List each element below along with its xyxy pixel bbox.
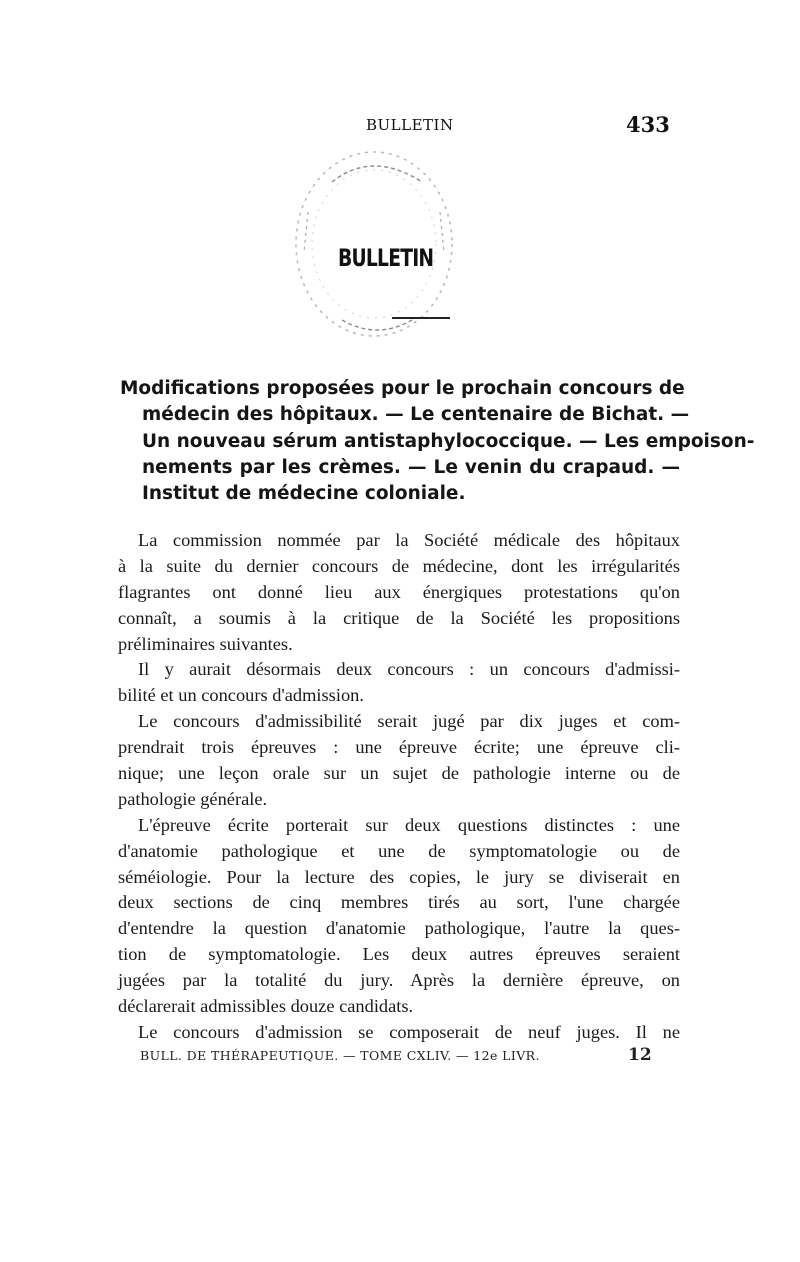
page-number: 433 <box>626 112 670 137</box>
running-head <box>0 112 800 140</box>
body-line: prendrait trois épreuves : une épreuve écrite; une épreuve cli- <box>118 737 680 758</box>
body-text <box>118 528 680 1046</box>
body-line: Le concours d'admission se composerait de neuf juges. Il ne <box>138 1021 680 1042</box>
body-line: déclarerait admissibles douze candidats. <box>118 996 414 1017</box>
body-line: tion de symptomatologie. Les deux autres épreuves seraient <box>118 944 680 965</box>
summary-line: Un nouveau sérum antistaphylococcique. — Les empoison- <box>142 430 755 452</box>
body-line: à la suite du dernier concours de médecine, dont les irrégularités <box>118 555 680 576</box>
body-line: flagrantes ont donné lieu aux énergiques protestations qu'on <box>118 581 680 602</box>
body-line: séméiologie. Pour la lecture des copies, le jury se diviserait en <box>118 866 680 887</box>
summary-line: nements par les crèmes. — Le venin du crapaud. — <box>142 456 680 478</box>
body-line: Il y aurait désormais deux concours : un concours d'admissi- <box>138 659 680 680</box>
body-line: préliminaires suivantes. <box>118 633 293 654</box>
summary-line: Institut de médecine coloniale. <box>142 483 466 505</box>
body-line: pathologie générale. <box>118 788 268 809</box>
body-line: La commission nommée par la Société médicale des hôpitaux <box>138 530 680 550</box>
summary-line: médecin des hôpitaux. — Le centenaire de Bichat. — <box>142 404 690 426</box>
heading-rule <box>392 317 450 319</box>
body-line: Le concours d'admissibilité serait jugé par dix juges et com- <box>138 711 680 732</box>
body-line: d'entendre la question d'anatomie pathologique, l'autre la ques- <box>118 918 680 939</box>
summary-block <box>120 376 755 507</box>
body-line: d'anatomie pathologique et une de symptomatologie ou de <box>118 840 680 861</box>
body-line: deux sections de cinq membres tirés au sort, l'une chargée <box>118 892 680 913</box>
section-heading: BULLETIN <box>338 244 434 272</box>
footer-signature: 12 <box>628 1045 652 1065</box>
summary-line: Modifications proposées pour le prochain concours de <box>120 378 685 399</box>
running-title: BULLETIN <box>366 116 454 134</box>
body-line: bilité et un concours d'admission. <box>118 685 364 706</box>
body-line: nique; une leçon orale sur un sujet de pathologie interne ou de <box>118 763 680 784</box>
body-line: L'épreuve écrite porterait sur deux questions distinctes : une <box>138 814 680 835</box>
footer-text: BULL. DE THÉRAPEUTIQUE. — TOME CXLIV. — 12e LIVR. <box>140 1048 540 1063</box>
body-line: jugées par la totalité du jury. Après la dernière épreuve, on <box>118 970 680 991</box>
body-line: connaît, a soumis à la critique de la Société les propositions <box>118 607 680 628</box>
